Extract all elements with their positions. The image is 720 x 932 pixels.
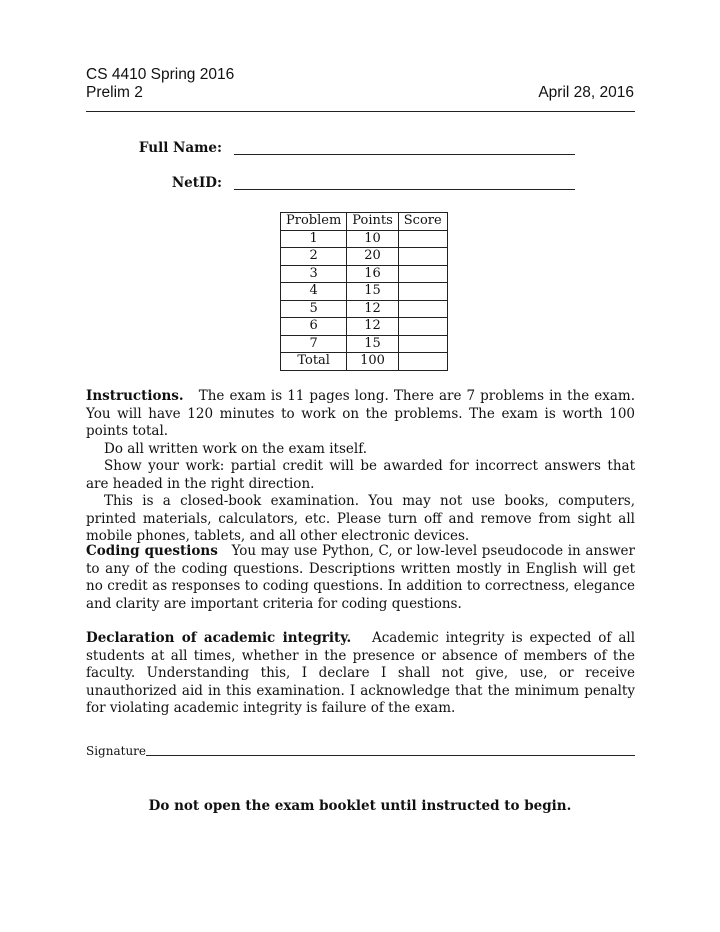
integrity-section: [86, 630, 635, 718]
coding-section: [86, 543, 635, 613]
problem-points: 15: [347, 335, 398, 353]
table-row: [281, 300, 448, 318]
table-row: [281, 230, 448, 248]
problem-score-cell[interactable]: [398, 248, 447, 266]
header-score: Score: [398, 213, 447, 231]
header-points: Points: [347, 213, 398, 231]
integrity-text: Academic integrity is expected of all students at all times, whether in the presence or absence of members of the faculty. Understanding this, I declare I shall not give, use, or receive unauthorized aid in this examination. I acknowledge that the minimum penalty for violating academic integrity is failure of the exam.: [86, 630, 636, 716]
closing-notice: Do not open the exam booklet until instructed to begin.: [148, 798, 572, 814]
integrity-heading: Declaration of academic integrity.: [86, 630, 352, 646]
netid-label: NetID:: [171, 175, 222, 191]
instructions-p3: Show your work: partial credit will be awarded for incorrect answers that are headed in the right direction.: [86, 458, 635, 492]
problem-score-cell[interactable]: [398, 300, 447, 318]
problem-number: 2: [281, 248, 347, 266]
table-row: [281, 265, 448, 283]
problem-points: 12: [347, 318, 398, 336]
total-score-cell[interactable]: [398, 353, 447, 371]
table-row: [281, 283, 448, 301]
problem-points: 10: [347, 230, 398, 248]
coding-text: You may use Python, C, or low-level pseudocode in answer to any of the coding questions. Descriptions written mostly in English will get no credit as responses to coding questions. In addition to correctness, elegance and clarity are important criteria for coding questions.: [86, 543, 635, 612]
problem-score-cell[interactable]: [398, 283, 447, 301]
total-label: Total: [281, 353, 347, 371]
score-table: [280, 212, 448, 371]
problem-number: 4: [281, 283, 347, 301]
problem-number: 7: [281, 335, 347, 353]
score-table-header: [281, 213, 448, 231]
problem-number: 5: [281, 300, 347, 318]
netid-line[interactable]: [234, 189, 575, 190]
table-row: [281, 318, 448, 336]
problem-number: 1: [281, 230, 347, 248]
instructions-p2: Do all written work on the exam itself.: [104, 440, 368, 457]
total-row: [281, 353, 448, 371]
problem-score-cell[interactable]: [398, 265, 447, 283]
coding-heading: Coding questions: [86, 543, 218, 559]
instructions-p4: This is a closed-book examination. You may not use books, computers, printed materials, calculators, etc. Please turn off and remove from sight all mobile phones, tablets, and all other electronic devices.: [86, 493, 635, 544]
problem-score-cell[interactable]: [398, 335, 447, 353]
instructions-heading: Instructions.: [86, 388, 184, 404]
problem-score-cell[interactable]: [398, 230, 447, 248]
header-divider: [86, 111, 635, 112]
problem-number: 3: [281, 265, 347, 283]
signature-line[interactable]: [146, 755, 635, 756]
header-problem: Problem: [281, 213, 347, 231]
problem-points: 16: [347, 265, 398, 283]
problem-points: 20: [347, 248, 398, 266]
full-name-line[interactable]: [234, 154, 575, 155]
problem-score-cell[interactable]: [398, 318, 447, 336]
exam-date: April 28, 2016: [538, 84, 634, 101]
course-title: CS 4410 Spring 2016: [86, 66, 235, 83]
instructions-p1: The exam is 11 pages long. There are 7 problems in the exam. You will have 120 minutes to work on the problems. The exam is worth 100 points total.: [86, 388, 636, 439]
problem-number: 6: [281, 318, 347, 336]
exam-title: Prelim 2: [86, 84, 143, 101]
instructions-section: [86, 388, 635, 546]
signature-label: Signature: [86, 744, 147, 758]
table-row: [281, 248, 448, 266]
total-points: 100: [347, 353, 398, 371]
problem-points: 12: [347, 300, 398, 318]
table-row: [281, 335, 448, 353]
problem-points: 15: [347, 283, 398, 301]
full-name-label: Full Name:: [138, 140, 222, 156]
